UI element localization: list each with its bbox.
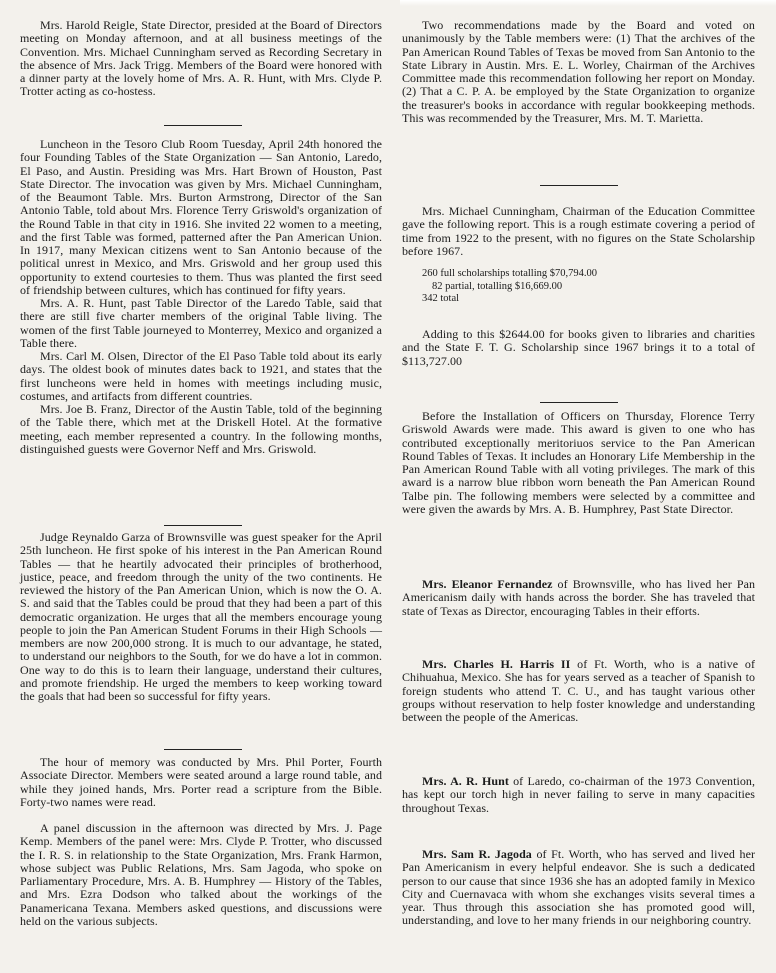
scholarship-full: 260 full scholarships totalling $70,794.00 [422, 268, 597, 279]
awardee-text: of Ft. Worth, who has served and lived her Pan Americanism in every helpful endeavor. She is such a dedicated person to our cause that since 1936 she has an adopted family in Mexico City and Cuernavaca with whom she exchanges visits several times a year. Thus through this association she has promoted good will, understanding, and love to her many friends in our neighboring country. [402, 847, 755, 928]
awardee-name: Mrs. Eleanor Fernandez [422, 577, 553, 591]
awardee-name: Mrs. Charles H. Harris II [422, 657, 571, 671]
education-report-section [402, 205, 755, 258]
awardee-text: of Ft. Worth, who is a native of Chihuahua, Mexico. She has for years served as a teacher of Spanish to foreign students who attend T. C. U., and has taught various other groups without reservation to help foster knowledge and understanding between the people of the Americas. [402, 657, 755, 724]
awardee-name: Mrs. A. R. Hunt [422, 774, 509, 788]
scholarship-list [422, 268, 755, 306]
scholarship-partial: 82 partial, totalling $16,669.00 [432, 280, 563, 292]
section-divider [540, 185, 618, 186]
paragraph-laredo: Mrs. A. R. Hunt, past Table Director of the Laredo Table, said that there are still five charter members of the original Table living. The women of the first Table journeyed to Monterrey, Mexico and organized a Table there. [20, 296, 382, 350]
awards-section [402, 410, 755, 516]
award-jagoda [402, 848, 755, 928]
awardee-text: of Laredo, co-chairman of the 1973 Convention, has kept our torch high in never failing to serve in many capacities throughout Texas. [402, 774, 756, 815]
paragraph-board-meeting: Mrs. Harold Reigle, State Director, presided at the Board of Directors meeting on Monday afternoon, and at all business meetings of the Convention. Mrs. Michael Cunningham served as Recording Secretary in the absence of Mrs. Jack Trigg. Members of the Board were honored with a dinner party at the lovely home of Mrs. A. R. Hunt, with Mrs. Clyde P. Trotter acting as co-hostess. [20, 18, 382, 99]
awardee-name: Mrs. Sam R. Jagoda [422, 847, 532, 861]
scholarship-total: 342 total [422, 293, 460, 304]
founding-tables-section [20, 138, 382, 456]
paragraph-guest-speaker: Judge Reynaldo Garza of Brownsville was guest speaker for the April 25th luncheon. He first spoke of his interest in the Pan American Round Tables — that he heartily advocated their principles of brotherhood, justice, peace, and freedom through the unity of the two continents. He reviewed the history of the Pan American Union, which is now the O. A. S. and said that the Tables could be proud that they had been a part of this democratic organization. He urges that all the members encourage young people to join the Pan American Student Forums in their High Schools — members are now 200,000 strong. It is much to our advantage, he stated, to understand our neighbors to the South, for we do have a lot in common. One way to do this is to learn their language, understand their cultures, and promote friendship. He urged the members to keep working toward the goals that had been so successful for fifty years. [20, 530, 382, 703]
board-meeting-paragraph [20, 19, 382, 99]
panel-discussion-section [20, 822, 382, 928]
paragraph-el-paso: Mrs. Carl M. Olsen, Director of the El Paso Table told about its early days. The oldest book of minutes dates back to 1921, and states that the first luncheons were held in homes with meetings including music, costumes, and artifacts from different countries. [20, 349, 382, 403]
recommendations-section [402, 19, 755, 125]
guest-speaker-section [20, 531, 382, 703]
paragraph-hour-of-memory: The hour of memory was conducted by Mrs. Phil Porter, Fourth Associate Director. Members were seated around a large round table, and while they joined hands, Mrs. Porter read a scripture from the Bible. Forty-two names were read. [20, 755, 382, 809]
right-column [402, 0, 755, 973]
paragraph-education-report: Mrs. Michael Cunningham, Chairman of the Education Committee gave the following report. This is a rough estimate covering a period of time from 1922 to the present, with no figures on the State Scholarship before 1967. [402, 204, 755, 258]
awardee-text: of Brownsville, who has lived her Pan Americanism daily with hands across the border. She has traveled that state of Texas as Director, encouraging Tables in their efforts. [402, 577, 755, 618]
total-section [402, 328, 755, 368]
section-divider [164, 125, 242, 126]
section-divider [164, 525, 242, 526]
paragraph-awards: Before the Installation of Officers on Thursday, Florence Terry Griswold Awards were made. This award is given to one who has contributed exceptionally meritoriuos service to the Pan American Round Tables of Texas. It includes an Honorary Life Membership in the Pan American Round Table with all voting privileges. The mark of this award is a narrow blue ribbon worn beneath the Pan American Round Talbe pin. The following members were selected by a committee and were given the awards by Mrs. A. B. Humphrey, Past State Director. [402, 409, 755, 516]
paragraph-recommendations: Two recommendations made by the Board and voted on unanimously by the Table members were: (1) That the archives of the Pan American Round Tables of Texas be moved from San Antonio to the State Library in Austin. Mrs. E. L. Worley, Chairman of the Archives Committee made this recommendation following her report on Monday. (2) That a C. P. A. be employed by the State Organization to organize the treasurer's books in accordance with regular bookkeeping methods. This was recommended by the Treasurer, Mrs. M. T. Marietta. [402, 18, 755, 125]
award-fernandez [402, 578, 755, 618]
section-divider [540, 402, 618, 403]
section-divider [164, 749, 242, 750]
paragraph-panel-discussion: A panel discussion in the afternoon was directed by Mrs. J. Page Kemp. Members of the panel were: Mrs. Clyde P. Trotter, who discussed the I. R. S. in relationship to the State Organization, Mrs. Frank Harmon, whose subject was Public Relations, Mrs. Sam Jagoda, who spoke on Parliamentary Procedure, Mrs. A. B. Humphrey — History of the Tables, and Mrs. Ezra Dodson who talked about the workings of the Panamericana Texana. Members asked questions, and discussions were held on the various subjects. [20, 821, 382, 928]
left-column [20, 0, 382, 973]
paragraph-total: Adding to this $2644.00 for books given to libraries and charities and the State F. T. G. Scholarship since 1967 brings it to a total of $113,727.00 [402, 327, 755, 368]
paragraph-luncheon: Luncheon in the Tesoro Club Room Tuesday, April 24th honored the four Founding Tables of the State Organization — San Antonio, Laredo, El Paso, and Austin. Presiding was Mrs. Hart Brown of Houston, Past State Director. The invocation was given by Mrs. Michael Cunningham, of the Beaumont Table. Mrs. Burton Armstrong, Director of the San Antonio Table, told about Mrs. Florence Terry Griswold's organization of the Round Table in that city in 1916. She invited 22 women to a meeting, and the first Table was formed, patterned after the Pan American Union. In 1917, many Mexican citizens went to San Antonio because of the political unrest in Mexico, and Mrs. Griswold and her group used this opportunity to extend courtesies to them. Thus was planted the first seed of friendship between cultures, which has continued for fifty years. [20, 137, 382, 297]
scholarship-figures [422, 268, 755, 306]
memory-hour-section [20, 756, 382, 809]
award-hunt [402, 775, 755, 815]
award-harris [402, 658, 755, 724]
paragraph-austin: Mrs. Joe B. Franz, Director of the Austin Table, told of the beginning of the Table there, which met at the Driskell Hotel. At the formative meeting, each member represented a country. In the following months, distinguished guests were Governor Neff and Mrs. Griswold. [20, 402, 382, 456]
